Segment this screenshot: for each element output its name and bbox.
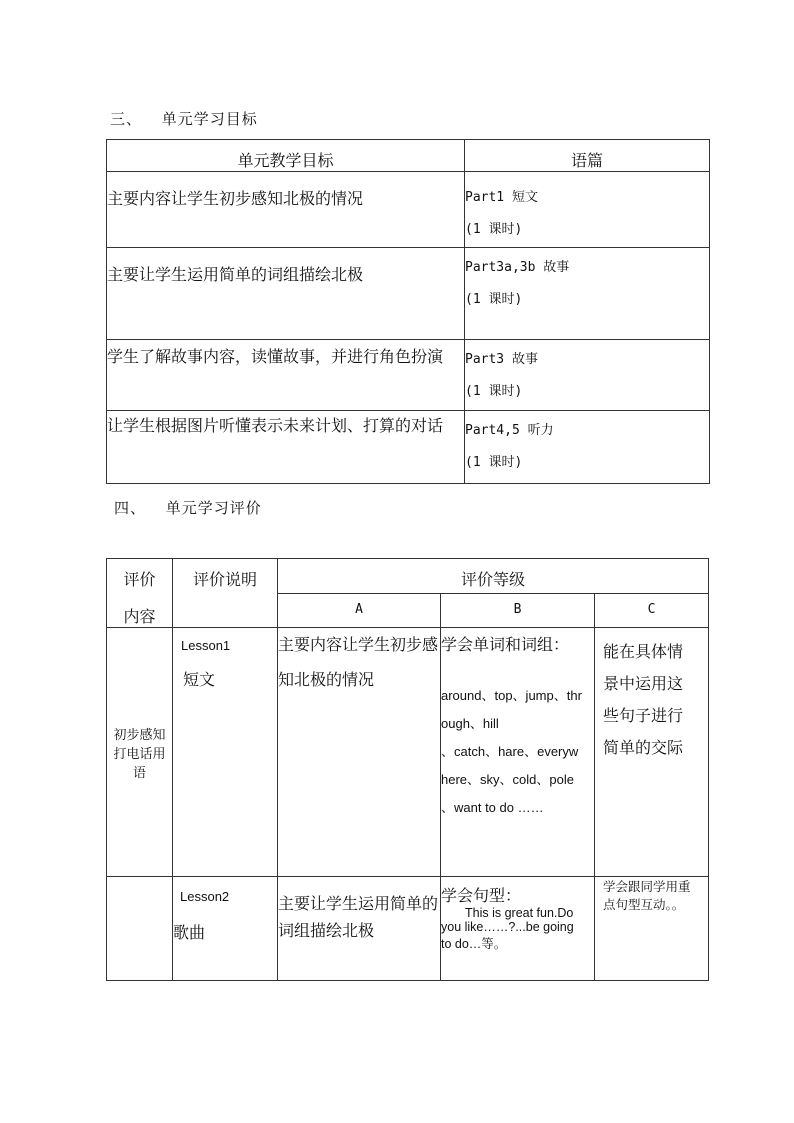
section3-number: 三、 xyxy=(110,110,143,128)
cell-text: you like……?...be going xyxy=(441,920,574,934)
cell-text: C xyxy=(647,601,656,617)
cell-text: (1 课时) xyxy=(465,455,523,470)
header-b xyxy=(441,593,595,628)
text-cell xyxy=(465,248,710,340)
table-row xyxy=(107,248,710,340)
table-row xyxy=(107,628,709,877)
header-text xyxy=(465,140,710,172)
level-c-cell xyxy=(595,877,709,981)
cell-text: 景中运用这 xyxy=(603,674,684,693)
section4-number: 四、 xyxy=(114,499,147,517)
cell-text: 评价 xyxy=(123,570,156,589)
text-cell xyxy=(465,172,710,248)
section4-title: 单元学习评价 xyxy=(165,499,262,517)
cell-text: 语篇 xyxy=(570,151,603,170)
cell-text: 评价等级 xyxy=(460,570,525,589)
section3-heading xyxy=(110,108,258,129)
text-cell xyxy=(465,411,710,484)
cell-text: 词组描绘北极 xyxy=(278,921,375,940)
goal-cell xyxy=(107,340,465,411)
content-cell xyxy=(107,877,173,981)
cell-text: Lesson2 xyxy=(180,889,230,904)
header-goal xyxy=(107,140,465,172)
cell-text: 学会句型： xyxy=(441,886,522,905)
cell-text: here、sky、cold、pole xyxy=(441,772,574,787)
cell-text: 歌曲 xyxy=(173,923,206,942)
header-a xyxy=(278,593,441,628)
level-c-cell xyxy=(595,628,709,877)
cell-text: Part3a,3b 故事 xyxy=(465,260,570,275)
cell-text: B xyxy=(513,601,522,617)
cell-text: 、catch、hare、everyw xyxy=(441,744,579,759)
description-cell xyxy=(173,877,278,981)
evaluation-table xyxy=(106,558,709,981)
goal-cell xyxy=(107,172,465,248)
goal-cell xyxy=(107,248,465,340)
cell-text: 点句型互动。。 xyxy=(603,897,685,912)
cell-text: This is great fun.Do xyxy=(465,906,574,920)
cell-text: around、top、jump、thr xyxy=(441,688,582,703)
cell-text: 简单的交际 xyxy=(603,738,684,757)
cell-text: 些句子进行 xyxy=(603,706,684,725)
table-row xyxy=(107,877,709,981)
unit-goals-table xyxy=(106,139,710,484)
table-row xyxy=(107,411,710,484)
cell-text: 学会跟同学用重 xyxy=(603,879,691,894)
section3-title: 单元学习目标 xyxy=(161,110,258,128)
cell-text: Part1 短文 xyxy=(465,190,538,205)
cell-text: (1 课时) xyxy=(465,292,523,307)
cell-text: 短文 xyxy=(183,670,216,689)
cell-text: to do…等。 xyxy=(441,937,507,951)
cell-text: 语 xyxy=(132,764,146,780)
cell-text: 初步感知 xyxy=(113,726,166,742)
description-cell xyxy=(173,628,278,877)
cell-text: A xyxy=(355,601,363,617)
cell-text: Lesson1 xyxy=(181,638,231,653)
table-row xyxy=(107,340,710,411)
table-header-row xyxy=(107,559,709,594)
cell-text: 、want to do …… xyxy=(441,800,544,815)
section4-heading xyxy=(114,497,262,518)
cell-text: 打电话用 xyxy=(113,745,166,761)
cell-text: 单元教学目标 xyxy=(237,151,334,170)
level-a-cell xyxy=(278,628,441,877)
cell-text: 主要让学生运用简单的词组描绘北极 xyxy=(107,265,364,284)
header-level xyxy=(278,559,709,594)
cell-text: 学会单词和词组： xyxy=(441,635,570,654)
header-description xyxy=(173,559,278,628)
goal-cell xyxy=(107,411,465,484)
content-cell xyxy=(107,628,173,877)
cell-text: Part4,5 听力 xyxy=(465,423,554,438)
cell-text: Part3 故事 xyxy=(465,352,538,367)
cell-text: ough、hill xyxy=(441,716,499,731)
cell-text: 让学生根据图片听懂表示未来计划、打算的对话 xyxy=(107,416,444,435)
cell-text: 评价说明 xyxy=(192,570,257,589)
header-c xyxy=(595,593,709,628)
table-row xyxy=(107,172,710,248)
cell-text: 能在具体情 xyxy=(603,642,684,661)
cell-text: 知北极的情况 xyxy=(278,670,375,689)
level-b-cell xyxy=(441,877,595,981)
header-content xyxy=(107,559,173,628)
level-b-cell xyxy=(441,628,595,877)
cell-text: (1 课时) xyxy=(465,384,523,399)
cell-text: (1 课时) xyxy=(465,222,523,237)
text-cell xyxy=(465,340,710,411)
cell-text: 主要内容让学生初步感知北极的情况 xyxy=(107,189,364,208)
table-header-row xyxy=(107,140,710,172)
cell-text: 主要内容让学生初步感 xyxy=(278,635,439,654)
cell-text: 学生了解故事内容，读懂故事，并进行角色扮演 xyxy=(107,347,444,366)
level-a-cell xyxy=(278,877,441,981)
cell-text: 内容 xyxy=(123,607,156,626)
cell-text: 主要让学生运用简单的 xyxy=(278,894,439,913)
